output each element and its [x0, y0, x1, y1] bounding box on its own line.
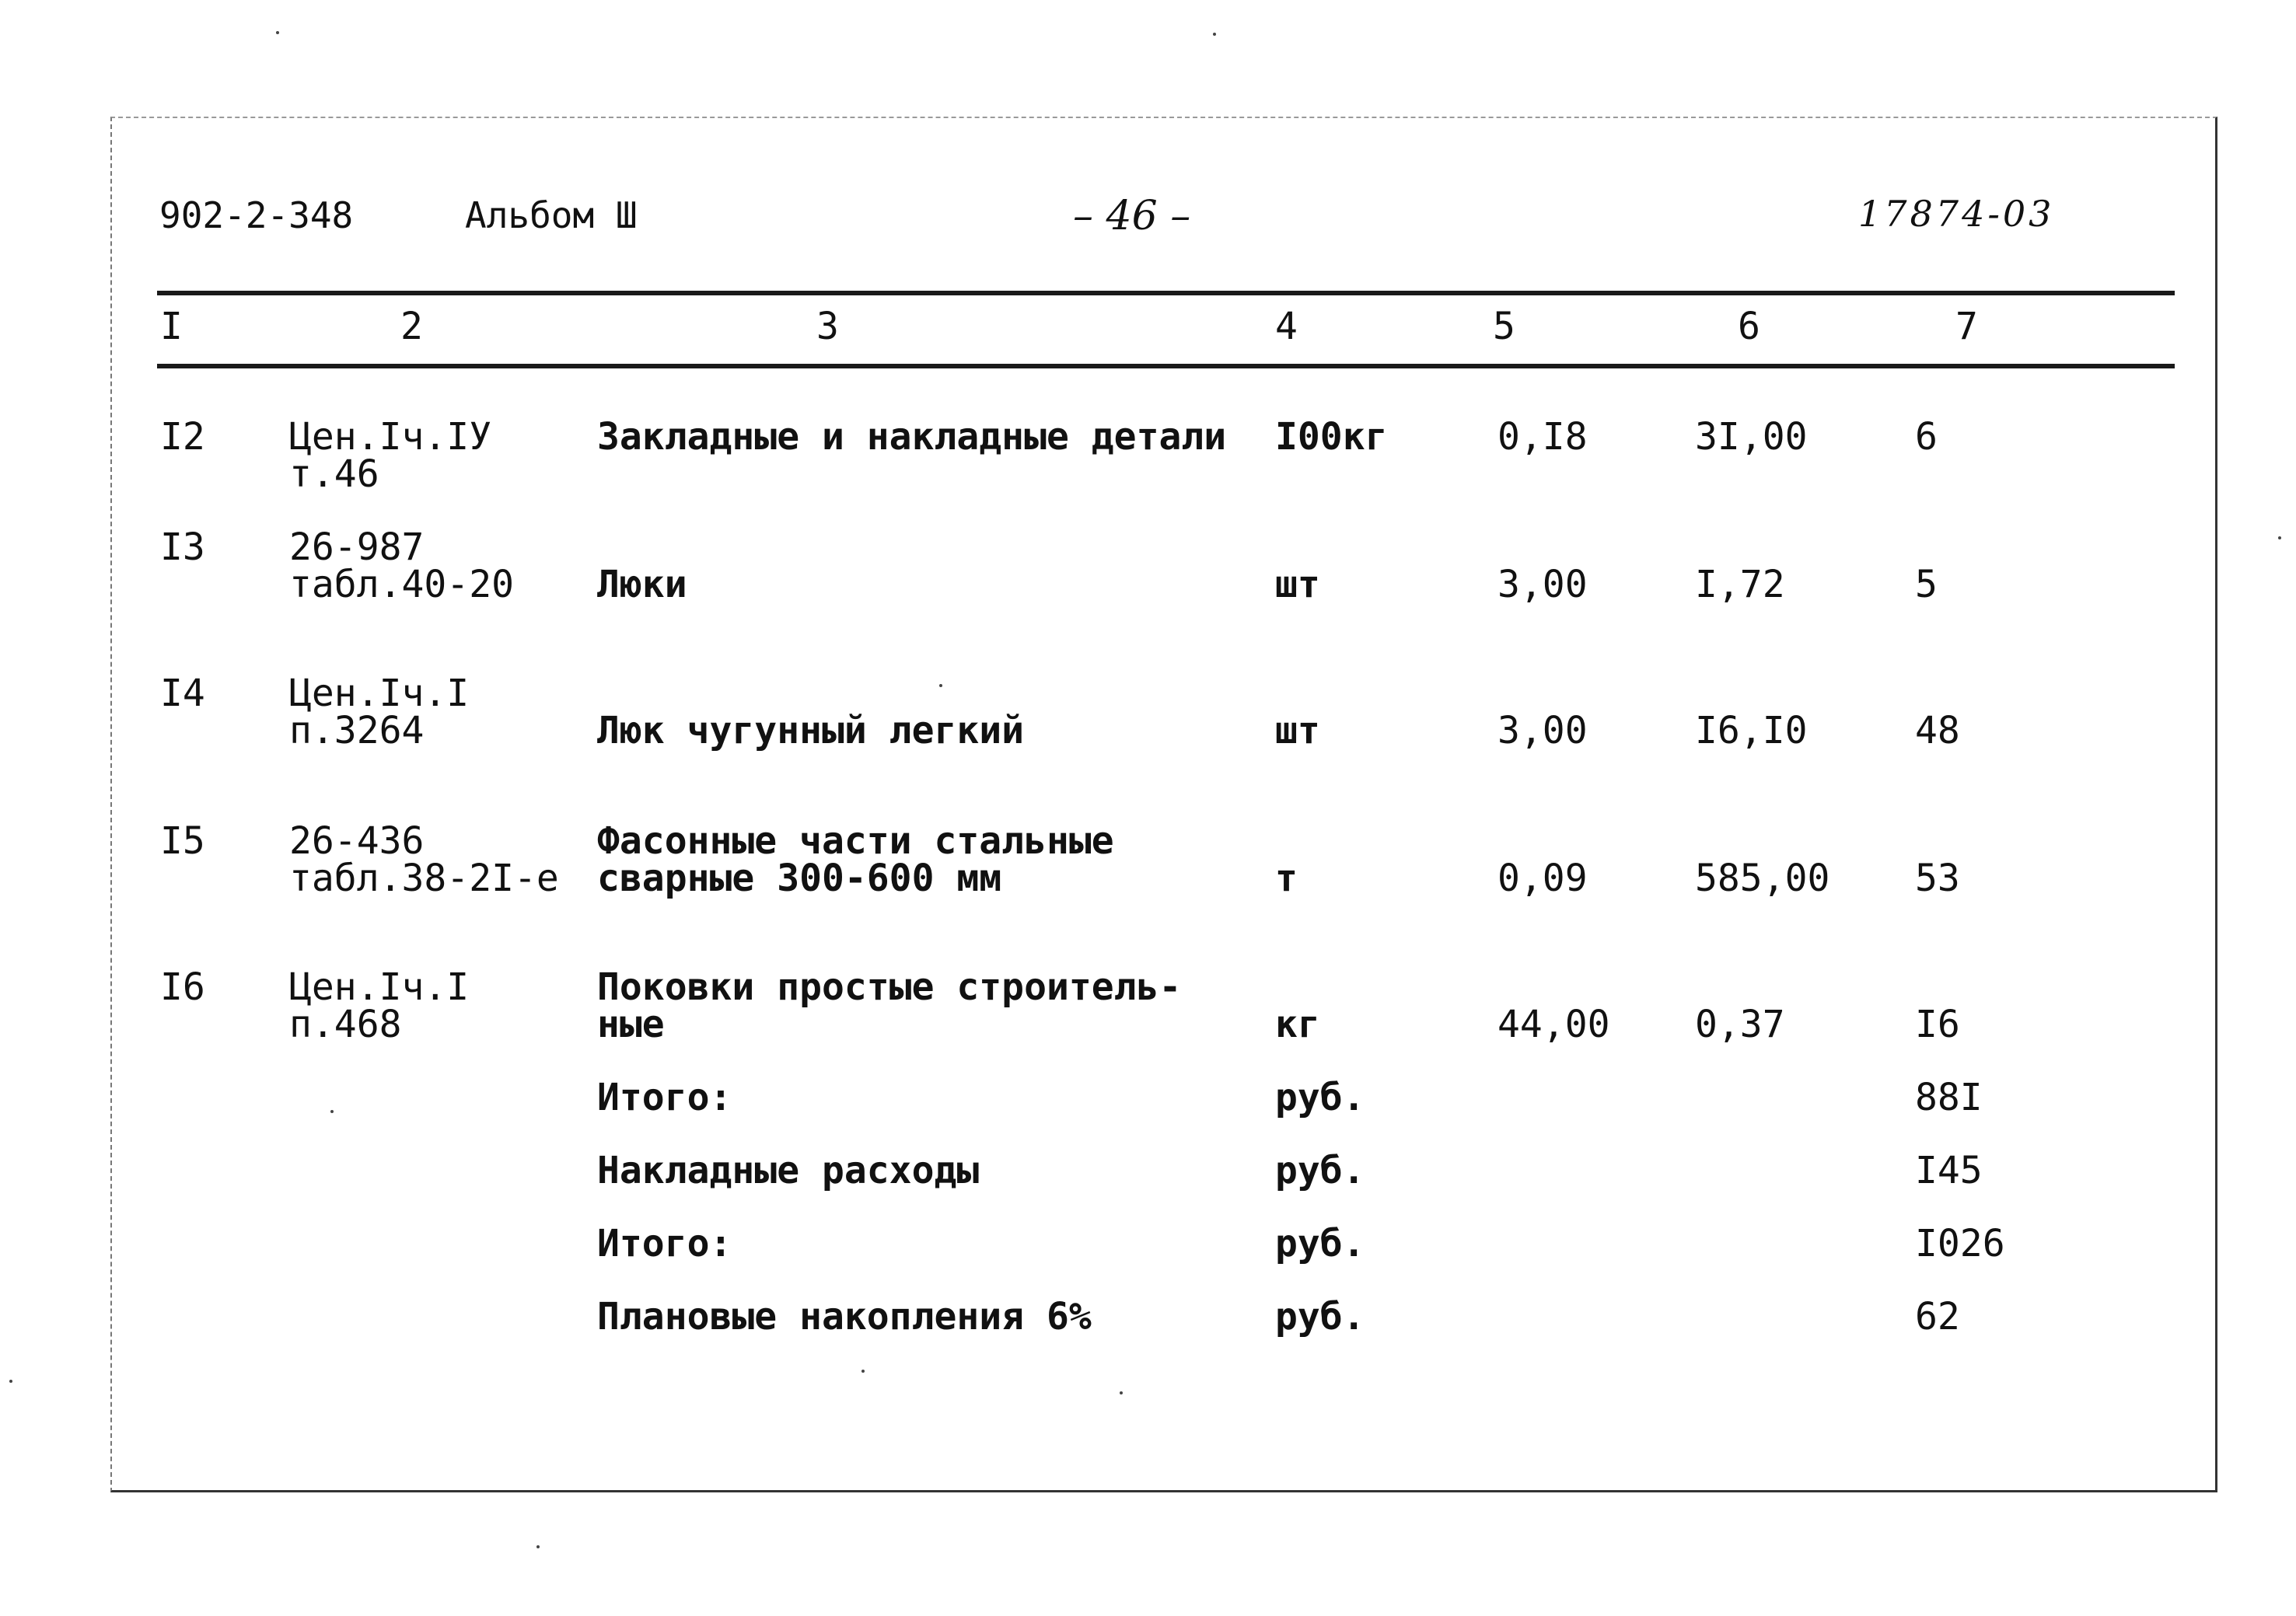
row-price: I,72 [1695, 563, 1785, 606]
row-name-line1: Фасонные части стальные [597, 819, 1114, 863]
row-unit: шт [1275, 563, 1320, 606]
row-name: Люк чугунный легкий [597, 709, 1025, 752]
row-total: 48 [1915, 709, 1960, 752]
row-unit: шт [1275, 709, 1320, 752]
row-qty: 3,00 [1497, 563, 1588, 606]
row-ref-line2: п.3264 [289, 709, 425, 752]
column-header-6: 6 [1738, 305, 1760, 348]
row-ref-line1: Цен.Iч.I [289, 965, 470, 1009]
row-unit: т [1275, 857, 1298, 900]
totals-value: I026 [1915, 1222, 2005, 1265]
totals-unit: руб. [1275, 1149, 1365, 1192]
row-total: 6 [1915, 415, 1938, 459]
row-number: I6 [160, 965, 205, 1009]
row-number: I4 [160, 672, 205, 715]
column-header-3: 3 [816, 305, 839, 348]
row-ref-line1: 26-436 [289, 819, 425, 863]
row-ref-line2: табл.38-2I-е [289, 857, 559, 900]
page-number: – 46 – [1073, 193, 1191, 239]
row-unit: кг [1275, 1003, 1320, 1046]
row-price: 3I,00 [1695, 415, 1808, 459]
row-ref-line2: п.468 [289, 1003, 402, 1046]
row-qty: 44,00 [1497, 1003, 1610, 1046]
row-name-line2: ные [597, 1003, 665, 1046]
row-name: Люки [597, 563, 687, 606]
scan-speck [330, 1110, 334, 1113]
totals-unit: руб. [1275, 1222, 1365, 1265]
row-ref-line1: 26-987 [289, 525, 425, 569]
row-name-line2: сварные 300-600 мм [597, 857, 1002, 900]
column-header-4: 4 [1275, 305, 1298, 348]
totals-label: Плановые накопления 6% [597, 1295, 1092, 1339]
column-header-7: 7 [1955, 305, 1978, 348]
scan-speck [2278, 536, 2281, 539]
row-total: 53 [1915, 857, 1960, 900]
row-qty: 0,09 [1497, 857, 1588, 900]
document-code: 902-2-348 [159, 194, 354, 236]
totals-label: Накладные расходы [597, 1149, 980, 1192]
row-price: 0,37 [1695, 1003, 1785, 1046]
column-header-1: I [160, 305, 183, 348]
table-header-rule [157, 364, 2175, 368]
totals-label: Итого: [597, 1222, 732, 1265]
row-name: Закладные и накладные детали [597, 415, 1227, 459]
album-label: Альбом Ш [465, 194, 638, 236]
table-top-rule [157, 291, 2175, 295]
column-header-2: 2 [400, 305, 423, 348]
row-total: I6 [1915, 1003, 1960, 1046]
totals-value: 88I [1915, 1076, 1983, 1119]
totals-label: Итого: [597, 1076, 732, 1119]
scan-speck [1213, 33, 1216, 36]
row-ref-line2: табл.40-20 [289, 563, 514, 606]
row-number: I3 [160, 525, 205, 569]
row-number: I2 [160, 415, 205, 459]
scan-speck [861, 1370, 865, 1373]
scan-speck [939, 684, 942, 687]
row-qty: 0,I8 [1497, 415, 1588, 459]
row-ref-line2: т.46 [289, 452, 379, 496]
page-frame [110, 117, 2217, 1492]
row-number: I5 [160, 819, 205, 863]
totals-value: 62 [1915, 1295, 1960, 1339]
row-name-line1: Поковки простые строитель- [597, 965, 1182, 1009]
totals-unit: руб. [1275, 1076, 1365, 1119]
scan-speck [9, 1380, 12, 1383]
row-total: 5 [1915, 563, 1938, 606]
row-price: I6,I0 [1695, 709, 1808, 752]
document-number: 17874-03 [1858, 193, 2055, 235]
row-qty: 3,00 [1497, 709, 1588, 752]
row-price: 585,00 [1695, 857, 1830, 900]
scan-speck [276, 31, 279, 34]
totals-unit: руб. [1275, 1295, 1365, 1339]
scan-speck [536, 1545, 540, 1548]
row-unit: I00кг [1275, 415, 1388, 459]
totals-value: I45 [1915, 1149, 1983, 1192]
row-ref-line1: Цен.Iч.IУ [289, 415, 492, 459]
row-ref-line1: Цен.Iч.I [289, 672, 470, 715]
column-header-5: 5 [1493, 305, 1515, 348]
scan-speck [1120, 1391, 1123, 1394]
